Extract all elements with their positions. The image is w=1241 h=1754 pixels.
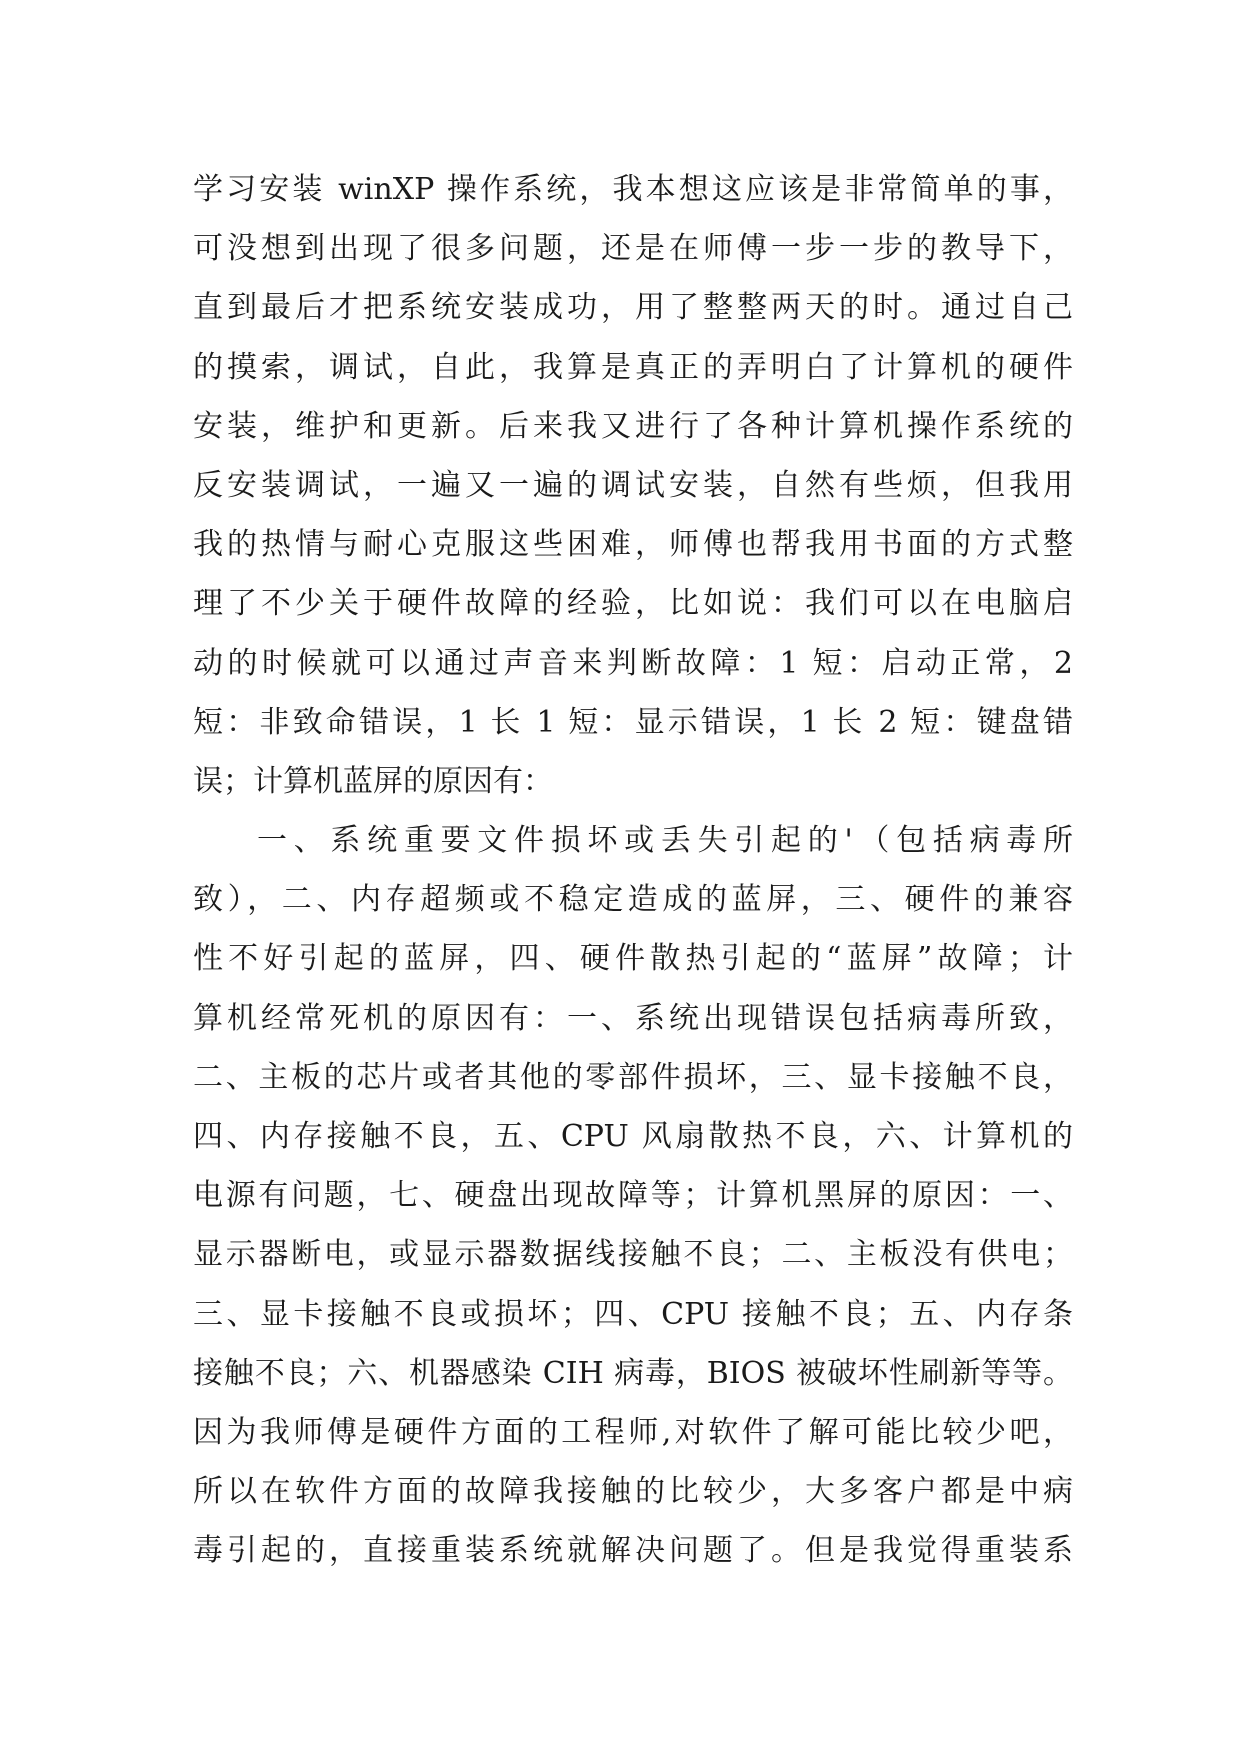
text-line: 二、主板的芯片或者其他的零部件损坏，三、显卡接触不良， <box>193 1059 1073 1095</box>
text-line: 致），二、内存超频或不稳定造成的蓝屏，三、硬件的兼容 <box>193 882 1073 918</box>
text-line: 三、显卡接触不良或损坏；四、CPU 接触不良；五、内存条 <box>193 1296 1073 1332</box>
paragraph-first-line: 一、系统重要文件损坏或丢失引起的'（包括病毒所 <box>257 823 1073 859</box>
text-line: 理了不少关于硬件故障的经验，比如说：我们可以在电脑启 <box>193 586 1073 622</box>
text-line: 反安装调试，一遍又一遍的调试安装，自然有些烦，但我用 <box>193 467 1073 503</box>
text-line: 我的热情与耐心克服这些困难，师傅也帮我用书面的方式整 <box>193 527 1073 563</box>
text-line: 安装，维护和更新。后来我又进行了各种计算机操作系统的 <box>193 408 1073 444</box>
text-line: 性不好引起的蓝屏，四、硬件散热引起的“蓝屏”故障；计 <box>193 941 1073 977</box>
text-line: 短：非致命错误，1 长 1 短：显示错误，1 长 2 短：键盘错 <box>193 704 1073 740</box>
paragraph-end-line: 误；计算机蓝屏的原因有： <box>193 763 553 799</box>
text-line: 电源有问题，七、硬盘出现故障等；计算机黑屏的原因：一、 <box>193 1178 1073 1214</box>
text-line: 学习安装 winXP 操作系统，我本想这应该是非常简单的事， <box>193 172 1073 207</box>
text-line: 因为我师傅是硬件方面的工程师,对软件了解可能比较少吧， <box>193 1414 1073 1450</box>
text-line: 的摸索，调试，自此，我算是真正的弄明白了计算机的硬件 <box>193 349 1073 385</box>
text-line: 四、内存接触不良，五、CPU 风扇散热不良，六、计算机的 <box>193 1119 1073 1154</box>
text-line: 直到最后才把系统安装成功，用了整整两天的时。通过自己 <box>193 290 1073 326</box>
text-line: 所以在软件方面的故障我接触的比较少，大多客户都是中病 <box>193 1474 1073 1510</box>
text-line: 接触不良；六、机器感染 CIH 病毒，BIOS 被破坏性刷新等等。 <box>193 1355 1073 1391</box>
text-line: 算机经常死机的原因有：一、系统出现错误包括病毒所致， <box>193 1000 1073 1036</box>
text-line: 可没想到出现了很多问题，还是在师傅一步一步的教导下， <box>193 231 1073 267</box>
text-line: 显示器断电，或显示器数据线接触不良；二、主板没有供电； <box>193 1237 1073 1273</box>
text-line: 毒引起的，直接重装系统就解决问题了。但是我觉得重装系 <box>193 1533 1073 1569</box>
body-text <box>193 160 1073 1581</box>
text-line: 动的时候就可以通过声音来判断故障：1 短：启动正常，2 <box>193 645 1073 681</box>
